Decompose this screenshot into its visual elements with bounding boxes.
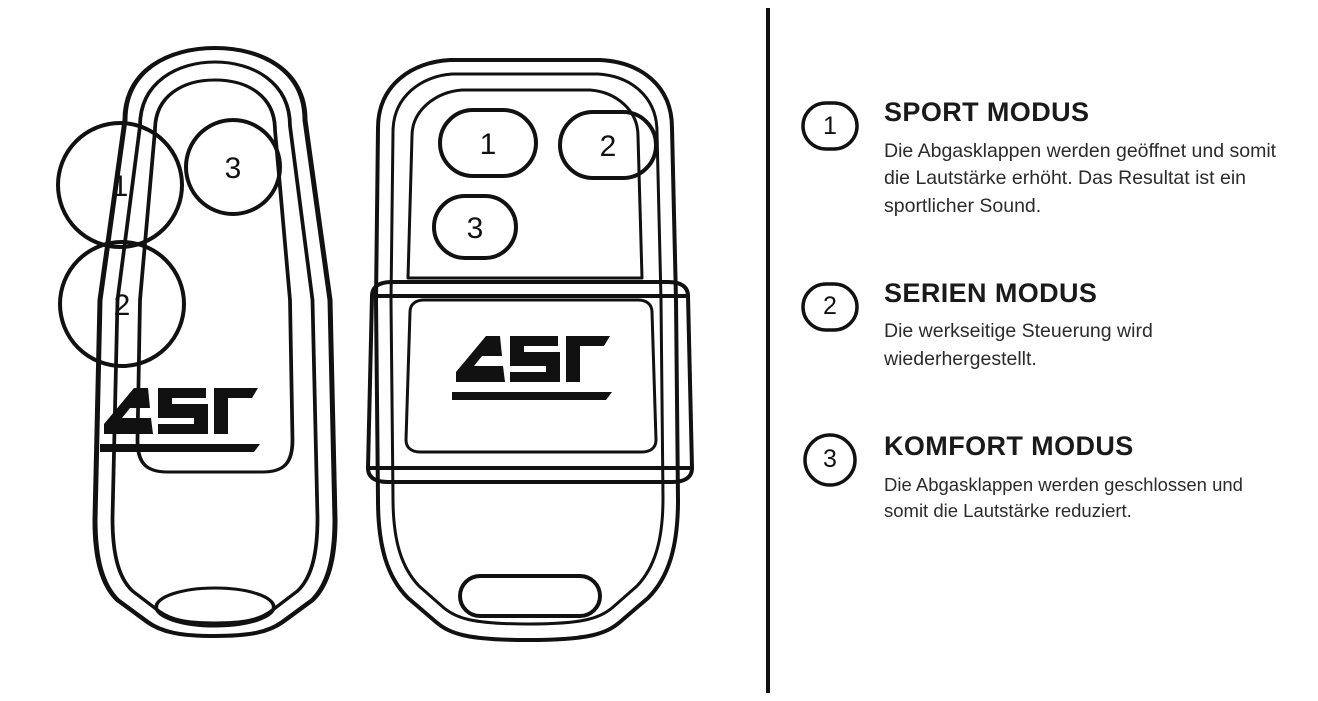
legend-desc-komfort: Die Abgasklappen werden geschlossen und somit die Lautstärke reduziert. — [884, 473, 1243, 521]
badge-2 — [800, 277, 860, 337]
legend-desc-serien: Die werkseitige Steuerung wird wiederhergestellt. — [884, 320, 1153, 371]
remote-angled-button-1-label: 1 — [479, 128, 497, 161]
legend-item-komfort — [800, 430, 1300, 524]
remote-angled-button-3-label: 3 — [466, 212, 484, 245]
legend-text-1 — [884, 96, 1300, 221]
legend-title-serien: SERIEN MODUS — [884, 277, 1098, 308]
remote-angled-body — [368, 60, 692, 640]
legend-item-serien — [800, 277, 1300, 374]
legend-item-sport — [800, 96, 1300, 221]
badge-2-label: 2 — [823, 292, 837, 321]
asr-logo-left — [100, 388, 260, 452]
legend-text-2 — [884, 277, 1300, 374]
remote-front-button-3-label: 3 — [224, 152, 242, 185]
badge-3 — [800, 430, 860, 490]
asr-logo-right — [452, 336, 612, 400]
vertical-divider — [766, 8, 770, 693]
remote-front-button-1-label: 1 — [111, 170, 129, 203]
badge-1 — [800, 96, 860, 156]
remote-angled-button-2-label: 2 — [599, 130, 617, 163]
legend-text-3 — [884, 430, 1300, 524]
remote-front-body — [95, 48, 335, 636]
remote-front-button-2-label: 2 — [113, 289, 131, 322]
mode-legend — [800, 96, 1300, 524]
legend-title-sport: SPORT MODUS — [884, 97, 1090, 127]
badge-1-label: 1 — [823, 111, 837, 140]
legend-title-komfort: KOMFORT MODUS — [884, 430, 1134, 461]
legend-desc-sport: Die Abgasklappen werden geöffnet und somit die Lautstärke erhöht. Das Resultat ist ein sportlicher Sound. — [884, 139, 1277, 218]
badge-3-label: 3 — [823, 445, 837, 474]
